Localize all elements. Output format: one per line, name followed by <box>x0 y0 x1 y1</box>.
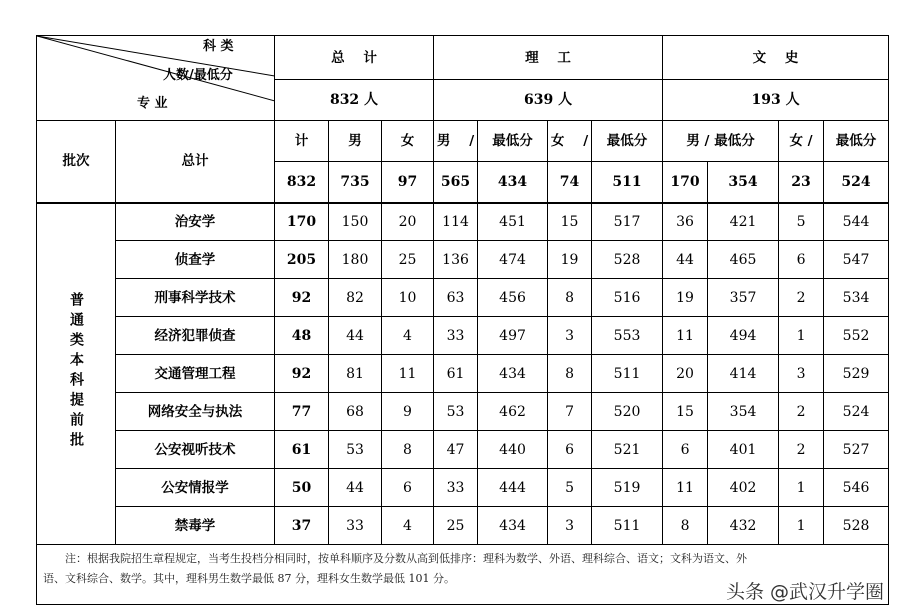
major-name: 交通管理工程 <box>116 355 275 393</box>
science-male-min: 451 <box>478 203 548 241</box>
science-male-min: 434 <box>478 355 548 393</box>
major-male: 150 <box>329 203 382 241</box>
totals-cell: 511 <box>592 162 663 203</box>
major-male: 68 <box>329 393 382 431</box>
arts-male-min: 401 <box>708 431 779 469</box>
arts-female: 2 <box>779 279 824 317</box>
sub-header-arts-female: 女 / <box>779 121 824 162</box>
major-name: 公安情报学 <box>116 469 275 507</box>
sub-header-arts-female-min: 最低分 <box>824 121 889 162</box>
major-total: 170 <box>275 203 329 241</box>
corner-label-category: 科 类 <box>203 39 234 54</box>
arts-female-min: 529 <box>824 355 889 393</box>
science-female: 5 <box>548 469 592 507</box>
science-female: 6 <box>548 431 592 469</box>
arts-male: 44 <box>663 241 708 279</box>
arts-male-min: 421 <box>708 203 779 241</box>
totals-cell: 170 <box>663 162 708 203</box>
major-male: 81 <box>329 355 382 393</box>
arts-female: 1 <box>779 317 824 355</box>
arts-female-min: 547 <box>824 241 889 279</box>
science-female-min: 553 <box>592 317 663 355</box>
batch-name: 普通类本科提前批 <box>68 291 84 452</box>
admission-table-page <box>36 35 888 607</box>
science-female: 8 <box>548 355 592 393</box>
arts-female-min: 527 <box>824 431 889 469</box>
group-count-science: 639 人 <box>434 80 663 121</box>
arts-male-min: 494 <box>708 317 779 355</box>
major-name: 治安学 <box>116 203 275 241</box>
arts-female: 2 <box>779 393 824 431</box>
science-male-min: 474 <box>478 241 548 279</box>
group-title-arts: 文 史 <box>663 36 889 80</box>
science-male: 53 <box>434 393 478 431</box>
science-male-min: 456 <box>478 279 548 317</box>
arts-female-min: 552 <box>824 317 889 355</box>
header-row-groups <box>37 36 889 80</box>
major-name: 禁毒学 <box>116 507 275 545</box>
footnote-line-1: 注：根据我院招生章程规定，当考生投档分相同时，按单科顺序及分数从高到低排序：理科为数学、外语、理科综合、语文；文科为语文、外 <box>65 552 747 565</box>
arts-male: 11 <box>663 469 708 507</box>
major-name: 侦查学 <box>116 241 275 279</box>
science-female-min: 517 <box>592 203 663 241</box>
header-row-subcolumns <box>37 121 889 162</box>
major-female: 9 <box>382 393 434 431</box>
science-male: 114 <box>434 203 478 241</box>
totals-cell: 832 <box>275 162 329 203</box>
totals-cell: 23 <box>779 162 824 203</box>
major-male: 180 <box>329 241 382 279</box>
sub-header-arts-male-min: 男 / 最低分 <box>663 121 779 162</box>
science-male-min: 434 <box>478 507 548 545</box>
sub-header-science-female: 女 / <box>548 121 592 162</box>
totals-cell: 434 <box>478 162 548 203</box>
science-male-min: 440 <box>478 431 548 469</box>
science-male: 25 <box>434 507 478 545</box>
major-male: 53 <box>329 431 382 469</box>
arts-female: 3 <box>779 355 824 393</box>
major-female: 4 <box>382 507 434 545</box>
major-total: 77 <box>275 393 329 431</box>
arts-male: 6 <box>663 431 708 469</box>
science-female-min: 528 <box>592 241 663 279</box>
arts-male: 11 <box>663 317 708 355</box>
arts-female-min: 524 <box>824 393 889 431</box>
major-female: 10 <box>382 279 434 317</box>
arts-male: 8 <box>663 507 708 545</box>
science-female: 3 <box>548 507 592 545</box>
science-female: 15 <box>548 203 592 241</box>
sub-header-total: 计 <box>275 121 329 162</box>
science-female: 8 <box>548 279 592 317</box>
group-count-arts: 193 人 <box>663 80 889 121</box>
major-name: 公安视听技术 <box>116 431 275 469</box>
batch-name-cell <box>37 203 116 545</box>
science-female-min: 521 <box>592 431 663 469</box>
arts-female: 2 <box>779 431 824 469</box>
arts-male-min: 357 <box>708 279 779 317</box>
totals-cell: 565 <box>434 162 478 203</box>
corner-label-count-min-score: 人数/最低分 <box>163 68 233 83</box>
science-female: 3 <box>548 317 592 355</box>
science-male: 33 <box>434 469 478 507</box>
major-male: 44 <box>329 469 382 507</box>
arts-male: 15 <box>663 393 708 431</box>
science-male: 33 <box>434 317 478 355</box>
sub-header-science-female-min: 最低分 <box>592 121 663 162</box>
science-male: 63 <box>434 279 478 317</box>
science-female-min: 519 <box>592 469 663 507</box>
arts-female: 6 <box>779 241 824 279</box>
totals-cell: 524 <box>824 162 889 203</box>
table-row <box>37 241 889 279</box>
sub-header-female: 女 <box>382 121 434 162</box>
major-total: 61 <box>275 431 329 469</box>
major-total: 205 <box>275 241 329 279</box>
corner-header-cell <box>37 36 275 121</box>
arts-female-min: 544 <box>824 203 889 241</box>
science-male: 61 <box>434 355 478 393</box>
arts-male-min: 432 <box>708 507 779 545</box>
arts-female-min: 534 <box>824 279 889 317</box>
major-female: 8 <box>382 431 434 469</box>
group-title-science: 理 工 <box>434 36 663 80</box>
arts-male-min: 354 <box>708 393 779 431</box>
science-male-min: 462 <box>478 393 548 431</box>
major-total: 50 <box>275 469 329 507</box>
totals-cell: 74 <box>548 162 592 203</box>
sub-header-science-male: 男 / <box>434 121 478 162</box>
science-male: 136 <box>434 241 478 279</box>
group-count-total: 832 人 <box>275 80 434 121</box>
science-female: 7 <box>548 393 592 431</box>
major-female: 25 <box>382 241 434 279</box>
science-male-min: 444 <box>478 469 548 507</box>
major-female: 6 <box>382 469 434 507</box>
major-total: 92 <box>275 279 329 317</box>
arts-female: 1 <box>779 507 824 545</box>
table-row <box>37 355 889 393</box>
arts-male-min: 402 <box>708 469 779 507</box>
science-female-min: 511 <box>592 507 663 545</box>
sub-header-male: 男 <box>329 121 382 162</box>
arts-male-min: 465 <box>708 241 779 279</box>
science-female-min: 520 <box>592 393 663 431</box>
major-name: 网络安全与执法 <box>116 393 275 431</box>
major-female: 20 <box>382 203 434 241</box>
table-row <box>37 469 889 507</box>
major-female: 11 <box>382 355 434 393</box>
table-row <box>37 279 889 317</box>
science-male: 47 <box>434 431 478 469</box>
arts-male-min: 414 <box>708 355 779 393</box>
totals-cell: 735 <box>329 162 382 203</box>
footnote-line-2: 语、文科综合、数学。其中，理科男生数学最低 87 分，理科女生数学最低 101 分。 <box>43 572 455 585</box>
totals-cell: 97 <box>382 162 434 203</box>
major-total: 92 <box>275 355 329 393</box>
table-row <box>37 317 889 355</box>
major-name: 经济犯罪侦查 <box>116 317 275 355</box>
arts-female-min: 546 <box>824 469 889 507</box>
arts-female: 1 <box>779 469 824 507</box>
table-row <box>37 393 889 431</box>
total-column-header: 总计 <box>116 121 275 203</box>
major-male: 82 <box>329 279 382 317</box>
major-male: 33 <box>329 507 382 545</box>
source-watermark: 头条 @武汉升学圈 <box>725 581 884 603</box>
arts-female-min: 528 <box>824 507 889 545</box>
arts-female: 5 <box>779 203 824 241</box>
arts-male: 36 <box>663 203 708 241</box>
group-title-total: 总 计 <box>275 36 434 80</box>
science-female-min: 511 <box>592 355 663 393</box>
major-name: 刑事科学技术 <box>116 279 275 317</box>
table-row <box>37 507 889 545</box>
arts-male: 19 <box>663 279 708 317</box>
arts-male: 20 <box>663 355 708 393</box>
major-male: 44 <box>329 317 382 355</box>
science-female-min: 516 <box>592 279 663 317</box>
major-female: 4 <box>382 317 434 355</box>
table-row <box>37 431 889 469</box>
sub-header-science-male-min: 最低分 <box>478 121 548 162</box>
major-total: 37 <box>275 507 329 545</box>
science-female: 19 <box>548 241 592 279</box>
admission-table <box>36 35 889 605</box>
major-total: 48 <box>275 317 329 355</box>
science-male-min: 497 <box>478 317 548 355</box>
corner-label-major: 专 业 <box>137 96 168 111</box>
batch-column-header: 批次 <box>37 121 116 203</box>
table-row <box>37 203 889 241</box>
totals-cell: 354 <box>708 162 779 203</box>
